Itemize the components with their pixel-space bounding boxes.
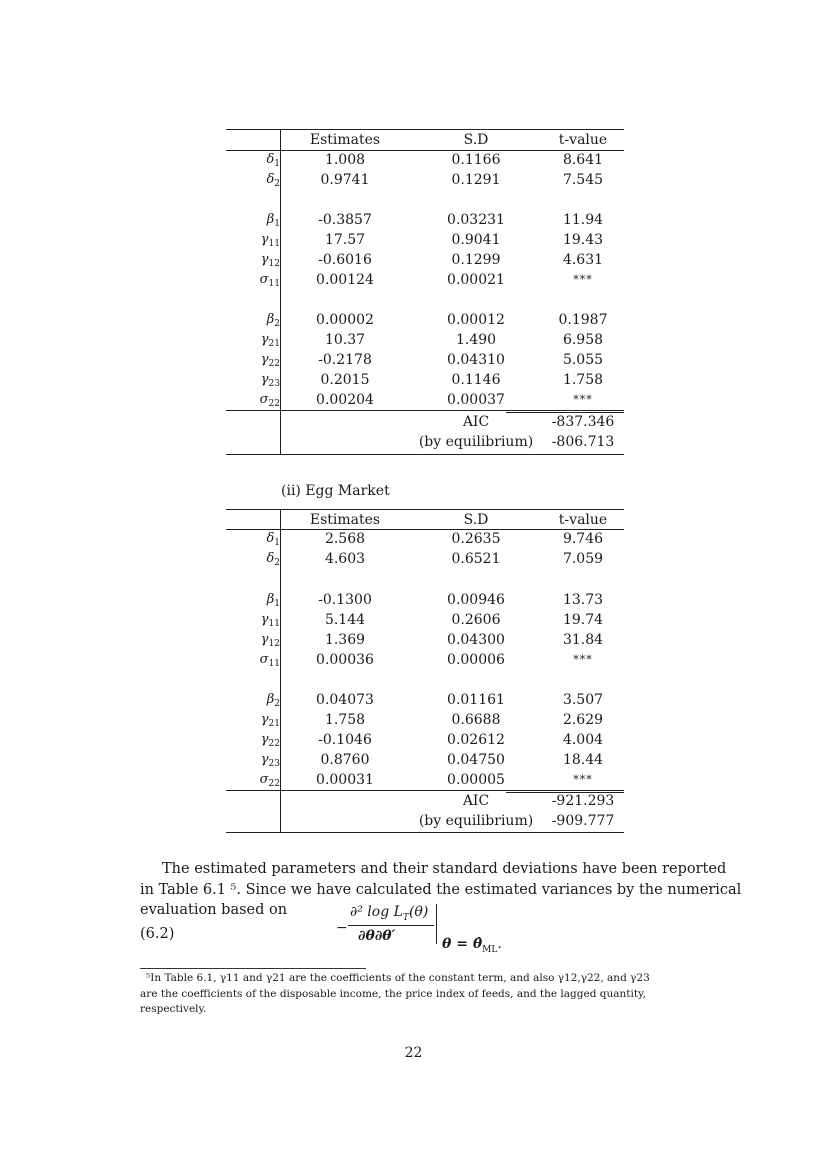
footnote <box>140 971 708 1018</box>
parameter-symbol: $\sigma_{22}$ <box>259 772 280 789</box>
t-value: 7.059 <box>562 551 604 567</box>
parameter-symbol: $\gamma_{22}$ <box>260 732 280 749</box>
sd-value: 0.2635 <box>451 531 501 547</box>
t-value: 13.73 <box>562 592 604 608</box>
aic-label: (by equilibrium) <box>418 813 534 829</box>
t-value: 7.545 <box>562 172 604 188</box>
estimate-value: 1.008 <box>324 152 366 168</box>
estimate-value: 17.57 <box>324 232 366 248</box>
t-value: 0.1987 <box>558 312 608 328</box>
t-value: 18.44 <box>562 752 604 768</box>
estimate-value: 0.04073 <box>316 692 374 708</box>
results-table-1 <box>226 128 624 456</box>
sd-value: 0.2606 <box>451 612 501 628</box>
estimate-value: 1.369 <box>324 632 366 648</box>
estimate-value: 1.758 <box>324 712 366 728</box>
parameter-symbol: $\gamma_{22}$ <box>260 352 280 369</box>
t-value: *** <box>573 393 593 406</box>
t-value: 19.74 <box>562 612 604 628</box>
parameter-symbol: $\beta_2$ <box>266 692 280 709</box>
sd-value: 0.1146 <box>451 372 501 388</box>
sd-value: 0.04310 <box>447 352 505 368</box>
t-value: 31.84 <box>562 632 604 648</box>
header-estimates: Estimates <box>309 132 381 148</box>
t-value: *** <box>573 653 593 666</box>
t-value: 5.055 <box>562 352 604 368</box>
aic-value: -806.713 <box>551 434 615 450</box>
t-value: 19.43 <box>562 232 604 248</box>
sd-value: 0.6521 <box>451 551 501 567</box>
parameter-symbol: $\gamma_{21}$ <box>260 332 280 349</box>
header-t-value: t-value <box>558 512 608 528</box>
paragraph-line: in Table 6.1 ⁵. Since we have calculated the estimated variances by the numerical <box>140 881 742 898</box>
parameter-symbol: $\gamma_{12}$ <box>260 252 280 269</box>
sd-value: 0.1291 <box>451 172 501 188</box>
sd-value: 0.9041 <box>451 232 501 248</box>
t-value: *** <box>573 273 593 286</box>
parameter-symbol: $\gamma_{21}$ <box>260 712 280 729</box>
parameter-symbol: $\gamma_{11}$ <box>260 612 280 629</box>
aic-label: AIC <box>462 414 490 430</box>
estimate-value: 0.00031 <box>316 772 374 788</box>
t-value: 6.958 <box>562 332 604 348</box>
parameter-symbol: $\gamma_{23}$ <box>260 752 280 769</box>
estimate-value: -0.1300 <box>318 592 372 608</box>
parameter-symbol: $\gamma_{11}$ <box>260 232 280 249</box>
header-sd: S.D <box>463 512 489 528</box>
sd-value: 1.490 <box>455 332 497 348</box>
estimate-value: 0.00204 <box>316 392 374 408</box>
sd-value: 0.00005 <box>447 772 505 788</box>
estimate-value: 0.00124 <box>316 272 374 288</box>
t-value: 8.641 <box>562 152 604 168</box>
estimate-value: 0.00002 <box>316 312 374 328</box>
sd-value: 0.00946 <box>447 592 505 608</box>
t-value: *** <box>573 773 593 786</box>
formula-evaluation: $\theta = \thetâ_{ML}$. <box>442 936 502 955</box>
parameter-symbol: $\gamma_{12}$ <box>260 632 280 649</box>
sd-value: 0.1166 <box>451 152 501 168</box>
results-table-2 <box>226 508 624 833</box>
t-value: 11.94 <box>562 212 604 228</box>
aic-value: -837.346 <box>551 414 615 430</box>
estimate-value: 0.2015 <box>320 372 370 388</box>
parameter-symbol: $\gamma_{23}$ <box>260 372 280 389</box>
estimate-value: 10.37 <box>324 332 366 348</box>
footnote-line: ⁵In Table 6.1, γ11 and γ21 are the coefficients of the constant term, and also γ12,γ22, and γ23 <box>146 972 650 984</box>
sd-value: 0.00021 <box>447 272 505 288</box>
footnote-rule <box>140 968 366 969</box>
t-value: 2.629 <box>562 712 604 728</box>
footnote-line: respectively. <box>140 1003 207 1015</box>
parameter-symbol: $\delta_2$ <box>266 551 280 568</box>
estimate-value: 2.568 <box>324 531 366 547</box>
parameter-symbol: $\delta_1$ <box>266 152 280 169</box>
parameter-symbol: $\delta_1$ <box>266 531 280 548</box>
header-estimates: Estimates <box>309 512 381 528</box>
estimate-value: -0.2178 <box>318 352 372 368</box>
sd-value: 0.00012 <box>447 312 505 328</box>
parameter-symbol: $\delta_2$ <box>266 172 280 189</box>
estimate-value: 0.00036 <box>316 652 374 668</box>
estimate-value: 0.8760 <box>320 752 370 768</box>
sd-value: 0.00006 <box>447 652 505 668</box>
formula-denominator: ∂θ∂θ′ <box>358 928 396 944</box>
sd-value: 0.00037 <box>447 392 505 408</box>
estimate-value: 4.603 <box>324 551 366 567</box>
t-value: 4.631 <box>562 252 604 268</box>
sd-value: 0.03231 <box>447 212 505 228</box>
sd-value: 0.01161 <box>447 692 505 708</box>
aic-value: -921.293 <box>551 793 615 809</box>
estimate-value: -0.3857 <box>318 212 372 228</box>
header-sd: S.D <box>463 132 489 148</box>
parameter-symbol: $\beta_2$ <box>266 312 280 329</box>
sd-value: 0.02612 <box>447 732 505 748</box>
parameter-symbol: $\beta_1$ <box>266 212 280 229</box>
sd-value: 0.6688 <box>451 712 501 728</box>
fraction-bar <box>348 925 434 926</box>
parameter-symbol: $\beta_1$ <box>266 592 280 609</box>
sd-value: 0.1299 <box>451 252 501 268</box>
aic-value: -909.777 <box>551 813 615 829</box>
t-value: 4.004 <box>562 732 604 748</box>
sd-value: 0.04750 <box>447 752 505 768</box>
header-t-value: t-value <box>558 132 608 148</box>
footnote-line: are the coefficients of the disposable income, the price index of feeds, and the lagged quantity, <box>140 987 646 1000</box>
formula-numerator: ∂² $\log L_T(\theta)$ <box>350 904 429 923</box>
sd-value: 0.04300 <box>447 632 505 648</box>
estimate-value: 5.144 <box>324 612 366 628</box>
aic-label: AIC <box>462 793 490 809</box>
estimate-value: 0.9741 <box>320 172 370 188</box>
t-value: 9.746 <box>562 531 604 547</box>
aic-label: (by equilibrium) <box>418 434 534 450</box>
t-value: 3.507 <box>562 692 604 708</box>
parameter-symbol: $\sigma_{11}$ <box>259 272 280 289</box>
parameter-symbol: $\sigma_{11}$ <box>259 652 280 669</box>
evaluation-bar <box>436 904 437 944</box>
estimate-value: -0.1046 <box>318 732 372 748</box>
paragraph-line: evaluation based on <box>140 902 288 918</box>
table-caption-egg-market: (ii) Egg Market <box>281 483 390 499</box>
page-number: 22 <box>404 1045 423 1061</box>
estimate-value: -0.6016 <box>318 252 372 268</box>
paragraph-line: The estimated parameters and their standard deviations have been reported <box>162 861 727 877</box>
equation-label: (6.2) <box>140 926 175 942</box>
parameter-symbol: $\sigma_{22}$ <box>259 392 280 409</box>
t-value: 1.758 <box>562 372 604 388</box>
